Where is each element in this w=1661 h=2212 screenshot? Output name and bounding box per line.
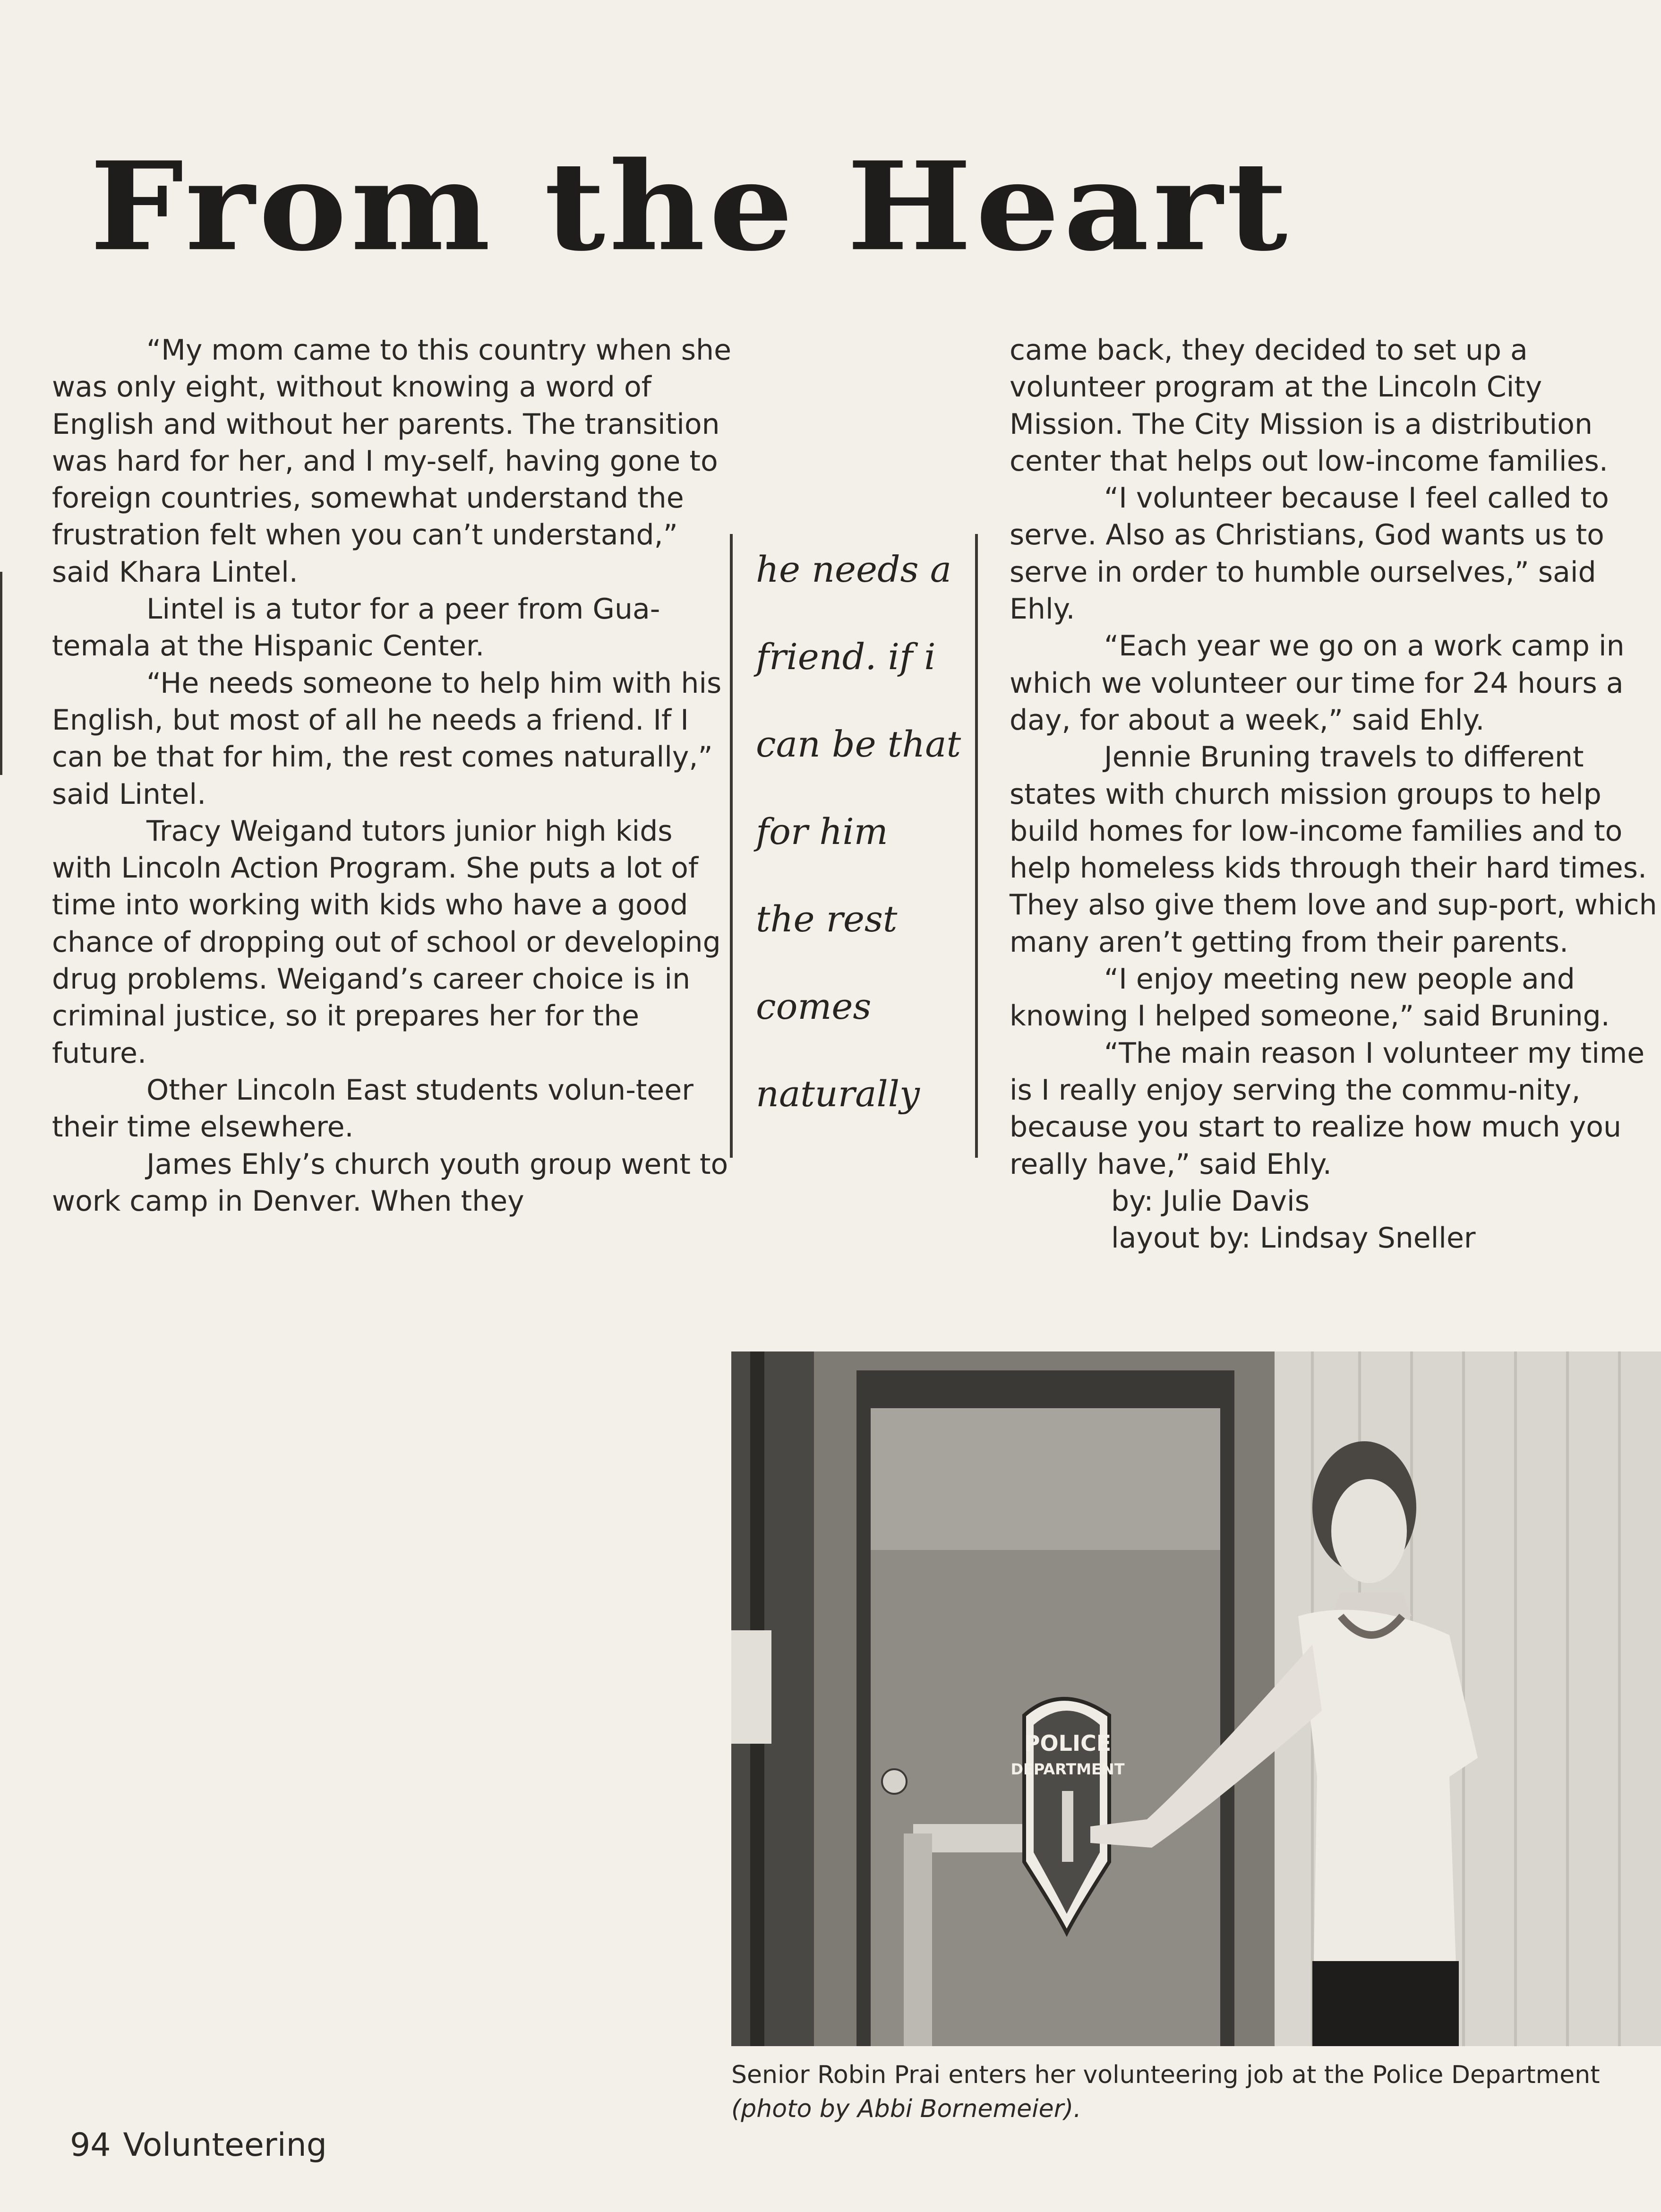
badge-text-line1: POLICE bbox=[1024, 1730, 1112, 1756]
article-paragraph: “The main reason I volunteer my time is I really enjoy serving the commu-nity, because you start to realize how much you really have,” said Ehly. bbox=[1010, 1036, 1645, 1181]
article-paragraph: Other Lincoln East students volun-teer their time elsewhere. bbox=[52, 1073, 694, 1144]
article-paragraph: “He needs someone to help him with his English, but most of all he needs a friend. If I can be that for him, the rest comes naturally,” said Lintel. bbox=[52, 666, 722, 811]
article-paragraph: “I enjoy meeting new people and knowing I helped someone,” said Bruning. bbox=[1010, 963, 1610, 1033]
pull-quote bbox=[730, 534, 978, 1158]
article-paragraph: “Each year we go on a work camp in which we volunteer our time for 24 hours a day, for about a week,” said Ehly. bbox=[1010, 629, 1625, 737]
pull-quote-line: friend. if i bbox=[756, 636, 936, 678]
pull-quote-line: he needs a bbox=[756, 548, 952, 590]
article-paragraph: Lintel is a tutor for a peer from Gua-temala at the Hispanic Center. bbox=[52, 593, 660, 663]
article-paragraph: James Ehly’s church youth group went to work camp in Denver. When they bbox=[52, 1147, 728, 1218]
section-name: Volunteering bbox=[123, 2126, 327, 2164]
photo-credit: (photo by Abbi Bornemeier). bbox=[731, 2095, 1081, 2123]
article-right-column bbox=[1010, 332, 1661, 1257]
page-footer bbox=[70, 2126, 327, 2164]
caption-text: Senior Robin Prai enters her volunteering job at the Police Department bbox=[731, 2061, 1600, 2089]
layout-credit: layout by: Lindsay Sneller bbox=[1111, 1222, 1476, 1255]
margin-rule bbox=[0, 572, 2, 775]
pull-quote-line: the rest bbox=[756, 898, 898, 940]
pull-quote-line: naturally bbox=[756, 1073, 920, 1115]
pull-quote-line: can be that bbox=[756, 723, 961, 765]
article-paragraph: came back, they decided to set up a volunteer program at the Lincoln City Mission. The City Mission is a distribution center that helps out low-income families. bbox=[1010, 334, 1608, 478]
pull-quote-line: for him bbox=[756, 810, 888, 852]
article-paragraph: Jennie Bruning travels to different states with church mission groups to help build homes for low-income families and to help homeless kids through their hard times. They also give them love and sup-port, which many aren’t getting from their parents. bbox=[1010, 740, 1657, 959]
article-paragraph: “I volunteer because I feel called to serve. Also as Christians, God wants us to serve in order to humble ourselves,” said Ehly. bbox=[1010, 482, 1609, 626]
article-paragraph: Tracy Weigand tutors junior high kids with Lincoln Action Program. She puts a lot of time into working with kids who have a good chance of dropping out of school or developing drug problems. Weigand’s career choice is in criminal justice, so it prepares her for the future. bbox=[52, 814, 721, 1070]
pull-quote-rule-right bbox=[975, 534, 978, 1158]
pull-quote-rule-left bbox=[730, 534, 733, 1158]
page-number: 94 bbox=[70, 2126, 111, 2164]
photo bbox=[731, 1351, 1661, 2046]
page-title: From the Heart bbox=[90, 135, 1292, 278]
pull-quote-line: comes bbox=[756, 985, 872, 1027]
article-left-column bbox=[52, 332, 732, 1220]
byline: by: Julie Davis bbox=[1111, 1184, 1310, 1218]
photo-illustration bbox=[731, 1351, 1661, 2046]
article-paragraph: “My mom came to this country when she was only eight, without knowing a word of English and without her parents. The transition was hard for her, and I my-self, having gone to foreign countries, somewhat understand the frustration felt when you can’t understand,” said Khara Lintel. bbox=[52, 334, 731, 589]
badge-text-line2: DEPARTMENT bbox=[1010, 1760, 1125, 1778]
photo-caption bbox=[731, 2058, 1661, 2126]
